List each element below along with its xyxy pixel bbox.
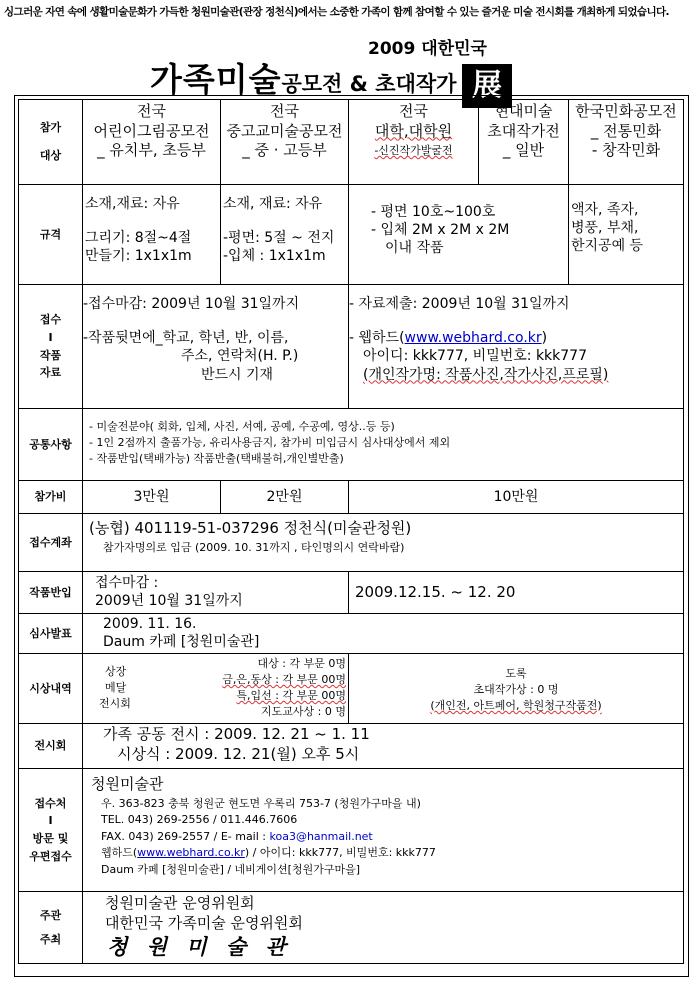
label-contact: [19, 769, 83, 892]
label-fee: 참가비: [19, 481, 83, 514]
cell-line: 액자, 족자,: [571, 202, 639, 218]
row-exhibition: [19, 724, 684, 769]
cell-line: - 입체 2M x 2M x 2M: [371, 222, 510, 239]
cell-line: 지도교사상 : 0 명: [261, 704, 346, 718]
list-item: - 작품반입(택배가능) 작품반출(택배불허,개인별반출): [89, 451, 344, 465]
label-delivery: 작품반입: [19, 572, 83, 614]
contact-info: [83, 769, 684, 892]
cell-line: 아이디: kkk777, 비밀번호: kkk777: [363, 348, 587, 365]
cell-line: 2009. 11. 16.: [103, 616, 197, 632]
cell-line: 소재,재료: 자유: [85, 196, 180, 212]
cell-line: - 창작민화: [591, 141, 661, 159]
host-seal-text: 청 원 미 술 관: [107, 934, 292, 959]
target-col-minhwa: [569, 100, 684, 185]
webhard-label: 웹하드(: [101, 846, 138, 859]
cell-line: 그리기: 8절~4절: [85, 230, 192, 247]
label-line: 대상: [39, 149, 62, 162]
cell-line: 병풍, 부채,: [571, 220, 639, 237]
cell-line: 시상식 : 2009. 12. 21(월) 오후 5시: [117, 744, 360, 763]
cell-line: (개인작가명: 작품사진,작가사진,프로필): [363, 366, 609, 383]
cell-line: 대상 : 각 부문 0명: [257, 657, 346, 670]
rules-c4: [569, 185, 684, 285]
label-rules: 규격: [19, 185, 83, 285]
label-line: 주최: [39, 932, 62, 946]
list-item: - 1인 2점까지 출품가능, 유리사용금지, 참가비 미입금시 심사대상에서 제외: [89, 435, 451, 449]
list-item: - 미술전분야( 회화, 입체, 사진, 서예, 공예, 수공예, 영상..등 등): [89, 420, 395, 433]
cell-line: -접수마감: 2009년 10월 31일까지: [83, 296, 300, 312]
cell-line: - 평면 10호~100호: [371, 204, 496, 220]
cell-line: _ 전통민화: [590, 121, 662, 140]
row-submit: [19, 285, 684, 409]
cell-line: _ 중 · 고등부: [242, 141, 327, 159]
fee-3: 10만원: [349, 481, 684, 514]
label-line: 접수: [39, 313, 62, 327]
announce-info: [83, 614, 684, 654]
cell-line: Daum 카페 [청원미술관]: [103, 634, 260, 651]
label-account: 접수계좌: [19, 514, 83, 572]
cell-line: 반드시 기재: [201, 366, 274, 383]
title-main: 가족미술: [150, 60, 282, 99]
cell-line: 가족 공동 전시 : 2009. 12. 21 ~ 1. 11: [103, 725, 370, 743]
intro-text: 싱그러운 자연 속에 생활미술문화가 가득한 청원미술관(관장 정천식)에서는 소중한 가족이 함께 참여할 수 있는 즐거운 미술 전시회를 개최하게 되었습니다.: [4, 6, 669, 18]
target-col-highschool: [221, 100, 349, 185]
webhard-credentials: ) / 아이디: kkk777, 비밀번호: kkk777: [244, 846, 436, 859]
label-line: 자료: [39, 366, 62, 380]
account-note: 참가자명의로 입금 (2009. 10. 31까지 , 타인명의시 연락바람): [103, 540, 405, 554]
cell-line: 초대작가상 : 0 명: [473, 682, 559, 696]
row-fee: [19, 481, 684, 514]
cell-line: 대학,대학원: [374, 121, 453, 140]
webhard-label: - 웹하드(: [349, 330, 405, 347]
cell-line: 특,입선 : 각 부문 00명: [236, 688, 346, 702]
cell-line: -신진작가발굴전: [374, 144, 453, 157]
label-exhibition: 전시회: [19, 724, 83, 769]
label-announce: 심사발표: [19, 614, 83, 654]
account-info: [83, 514, 684, 572]
label-line: 참가: [39, 121, 62, 135]
cell-line: 만들기: 1x1x1m: [85, 248, 192, 265]
cell-line: 주소, 연락처(H. P.): [181, 348, 299, 365]
cell-line: 접수마감 :: [95, 575, 159, 591]
contact-webhard: [91, 845, 683, 862]
target-col-children: [83, 100, 221, 185]
delivery-left: [83, 572, 349, 614]
host-info: [83, 892, 684, 964]
email-link[interactable]: koa3@hanmail.net: [269, 829, 373, 843]
rules-c1: [83, 185, 221, 285]
cell-line: (개인전, 아트페어, 학원청구작품전): [430, 698, 602, 712]
contact-name: 청원미술관: [91, 775, 164, 793]
label-submit: [19, 285, 83, 409]
common-items: [83, 409, 684, 481]
awards-types: [99, 664, 131, 712]
label-line: 접수처: [34, 796, 67, 810]
label-awards: 시상내역: [19, 654, 83, 724]
awards-right: [349, 654, 684, 724]
cell-line: -평면: 5절 ~ 전지: [223, 230, 335, 247]
label-line: 작품: [39, 348, 62, 362]
row-target: [19, 100, 684, 185]
webhard-link[interactable]: www.webhard.co.kr: [137, 846, 245, 859]
webhard-close: ): [541, 330, 548, 347]
cell-line: 상장: [105, 665, 127, 678]
cell-line: 메달: [105, 680, 127, 694]
row-delivery: [19, 572, 684, 614]
row-rules: [19, 185, 684, 285]
cell-line: 한지공예 등: [571, 238, 644, 255]
year-line: 2009 대한민국: [368, 39, 487, 59]
cell-line: 전국: [270, 102, 299, 120]
contact-tel: TEL. 043) 269-2556 / 011.446.7606: [101, 813, 298, 826]
host-line: 대한민국 가족미술 운영위원회: [105, 913, 303, 932]
row-common: [19, 409, 684, 481]
row-host: [19, 892, 684, 964]
label-line: 우편접수: [29, 849, 72, 863]
cell-line: 중고교미술공모전: [226, 121, 343, 140]
cell-line: 전시회: [99, 696, 131, 710]
label-common: 공통사항: [19, 409, 83, 481]
cell-line: [349, 329, 683, 347]
fee-2: 2만원: [221, 481, 349, 514]
cell-line: 도록: [505, 667, 527, 680]
awards-left: [83, 654, 349, 724]
target-col-modern: [479, 100, 569, 185]
rules-c3: [349, 185, 569, 285]
awards-prizes: [222, 656, 346, 720]
cell-line: -입체 : 1x1x1m: [223, 248, 326, 265]
cell-line: 전국: [137, 102, 166, 120]
title-rest: 공모전 & 초대작가: [281, 72, 457, 96]
cell-line: 전국: [399, 102, 428, 120]
rules-c2: [221, 185, 349, 285]
submit-left: [83, 285, 349, 409]
label-line: 방문 및: [32, 832, 69, 845]
host-line: 청원미술관 운영위원회: [105, 894, 255, 912]
label-line: 주관: [39, 908, 62, 922]
delivery-right: 2009.12.15. ~ 12. 20: [349, 572, 684, 614]
contact-fax: [91, 829, 683, 846]
cell-line: 2009년 10월 31일까지: [95, 593, 243, 610]
label-line: I: [48, 814, 53, 828]
contact-address: 우. 363-823 충북 청원군 현도면 우록리 753-7 (청원가구마을 내): [101, 796, 421, 810]
row-contact: [19, 769, 684, 892]
cell-line: _ 일반: [502, 141, 545, 159]
row-account: [19, 514, 684, 572]
cell-line: 한국민화공모전: [575, 102, 677, 120]
info-table: [18, 99, 684, 964]
cell-line: 소재, 재료: 자유: [223, 196, 323, 212]
cell-line: 이내 작품: [385, 240, 444, 257]
row-awards: [19, 654, 684, 724]
label-host: [19, 892, 83, 964]
submit-right: [349, 285, 684, 409]
cell-line: 어린이그림공모전: [93, 121, 210, 140]
cell-line: 금,은,동상 : 각 부문 00명: [222, 672, 346, 686]
target-col-university: [349, 100, 479, 185]
fax-text: FAX. 043) 269-2557 / E- mail :: [101, 829, 270, 843]
contact-cafe: Daum 카페 [청원미술관] / 네비게이션[청원가구마을]: [101, 862, 361, 876]
webhard-link[interactable]: www.webhard.co.kr: [404, 330, 542, 347]
label-target: [19, 100, 83, 185]
account-line: (농협) 401119-51-037296 정천식(미술관청원): [89, 519, 412, 537]
exhibition-info: [83, 724, 684, 769]
title-exhibition-char: 展: [462, 64, 512, 108]
fee-1: 3만원: [83, 481, 221, 514]
cell-line: - 자료제출: 2009년 10월 31일까지: [349, 296, 570, 312]
cell-line: _ 유치부, 초등부: [97, 141, 206, 159]
label-line: I: [48, 330, 53, 344]
cell-line: -작품뒷면에_학교, 학년, 반, 이름,: [83, 330, 289, 347]
row-announce: [19, 614, 684, 654]
cell-line: 초대작가전: [487, 121, 560, 140]
cell-line: 현대미술: [494, 102, 553, 120]
